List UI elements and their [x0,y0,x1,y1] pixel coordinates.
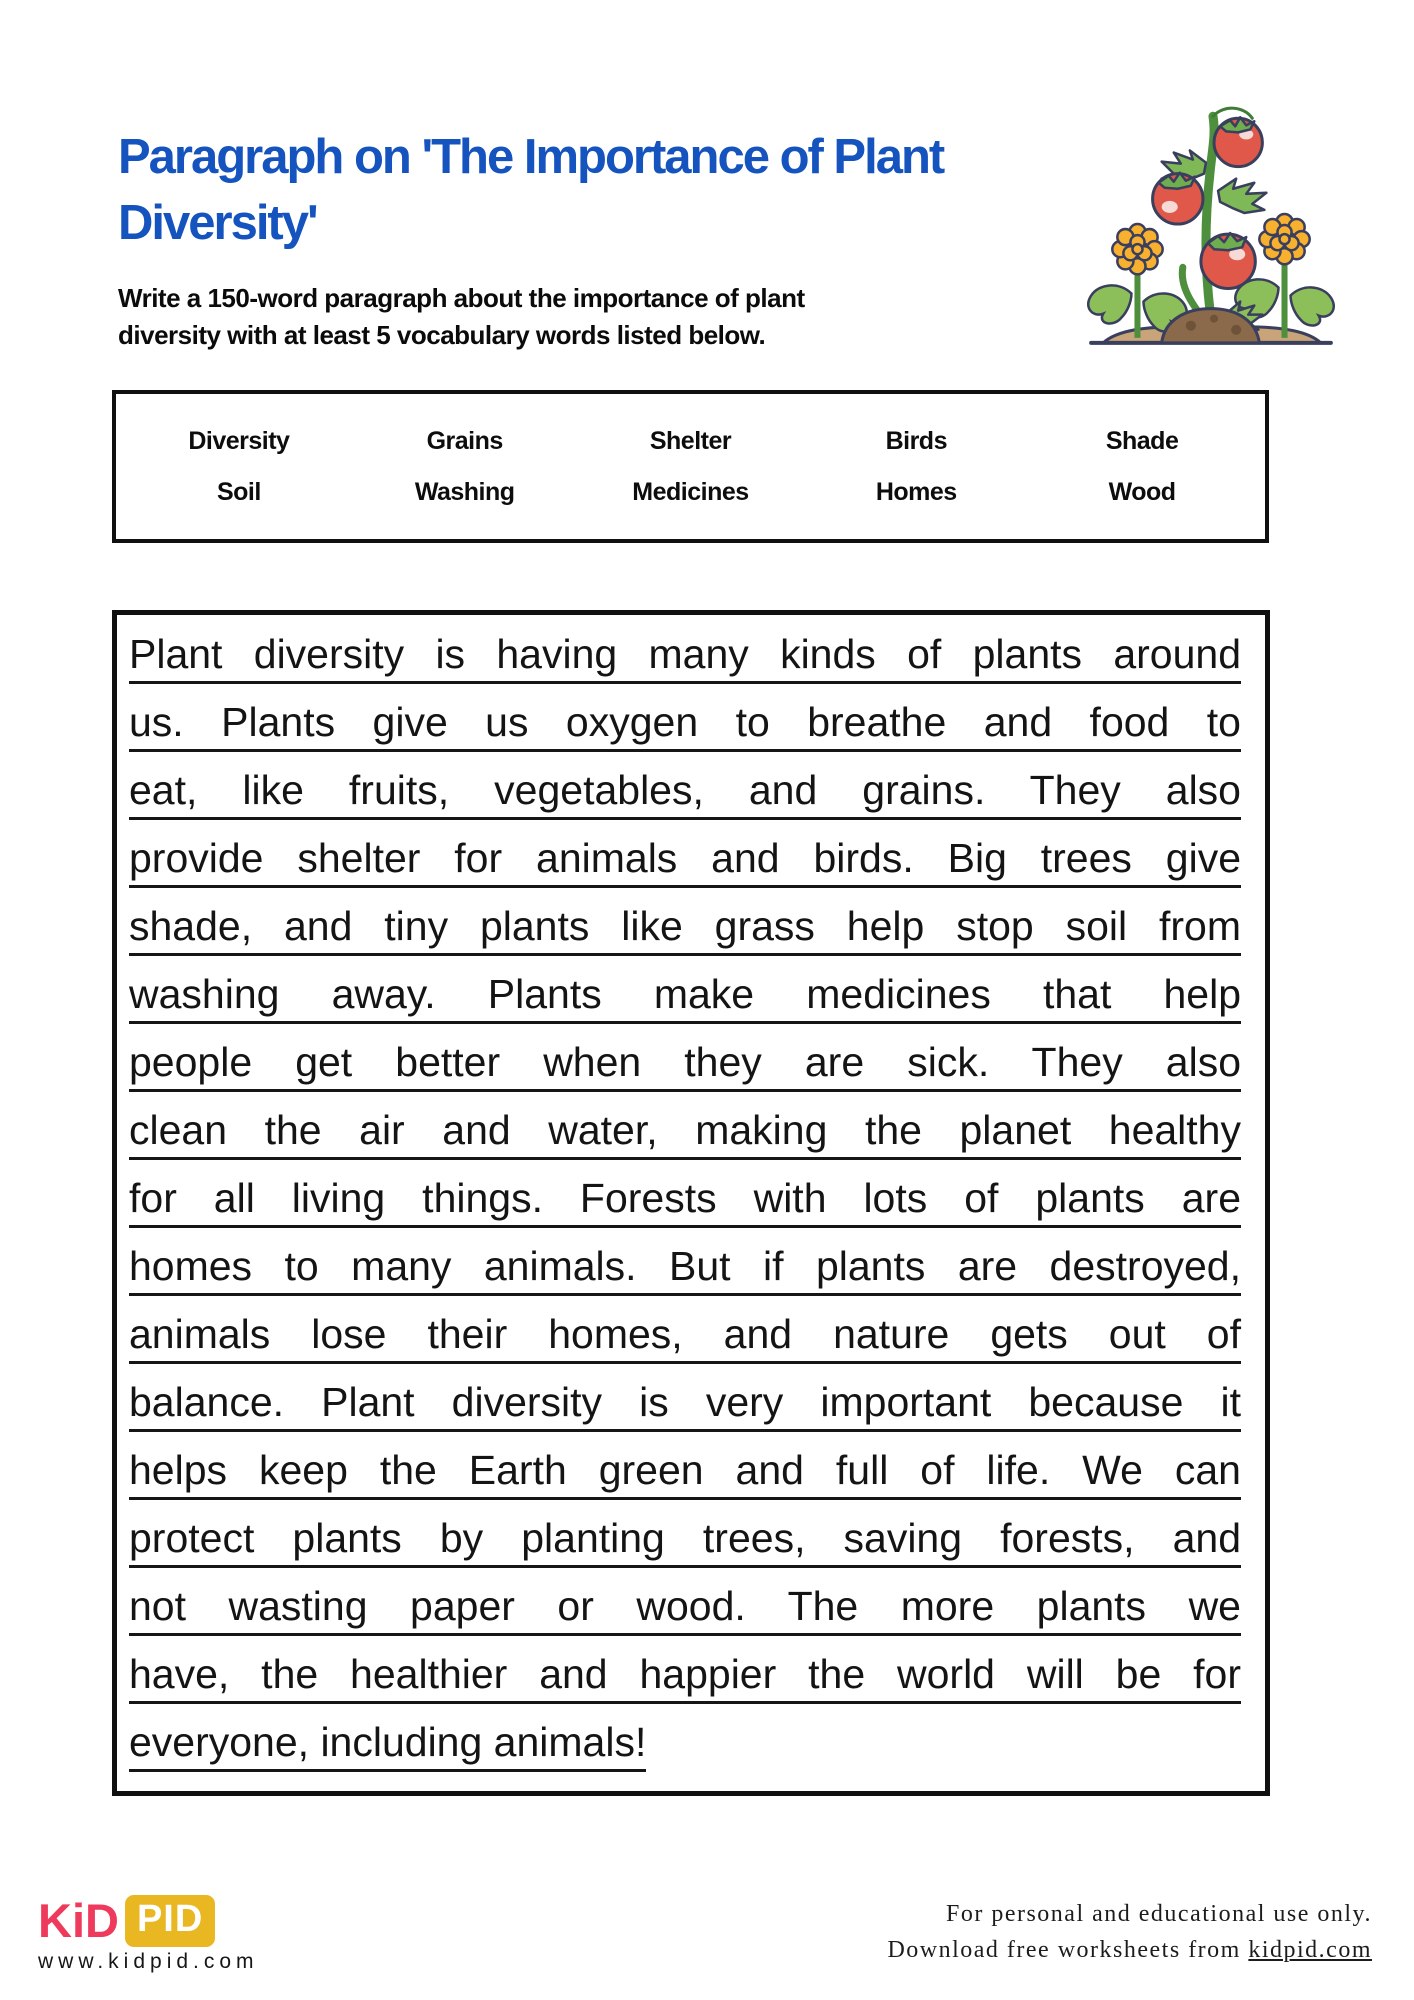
instructions-line-1: Write a 150-word paragraph about the importance of plant [118,283,805,313]
paragraph-line: provide shelter for animals and birds. Big trees give [129,835,1241,888]
vocab-word: Homes [875,477,957,506]
instructions-line-2: diversity with at least 5 vocabulary words listed below. [118,320,766,350]
page-title [118,124,943,256]
vocab-word: Diversity [188,426,290,455]
vocab-word: Grains [426,426,503,455]
paragraph-line: for all living things. Forests with lots of plants are [129,1175,1241,1228]
instructions-text [118,280,805,354]
kidpid-link[interactable]: kidpid.com [1248,1937,1372,1963]
paragraph-line: helps keep the Earth green and full of life. We can [129,1447,1241,1500]
kidpid-logo-kid: KiD [38,1894,119,1947]
paragraph-line [129,1719,1241,1769]
tomato-icon [1201,233,1255,288]
paragraph-line: balance. Plant diversity is very important because it [129,1379,1241,1432]
paragraph-line: people get better when they are sick. They also [129,1039,1241,1092]
vocab-word: Soil [216,477,261,506]
usage-line-1: For personal and educational use only. [945,1901,1372,1927]
usage-line-2: Download free worksheets from kidpid.com [887,1937,1372,1963]
vocab-word: Birds [885,426,947,455]
paragraph-line: shade, and tiny plants like grass help stop soil from [129,903,1241,956]
paragraph-answer-box [112,610,1270,1796]
paragraph-line: animals lose their homes, and nature gets out of [129,1311,1241,1364]
website-url: www.kidpid.com [38,1950,259,1973]
vocab-word: Washing [414,477,515,506]
paragraph-line: us. Plants give us oxygen to breathe and food to [129,699,1241,752]
paragraph-line: Plant diversity is having many kinds of plants around [129,631,1241,684]
page-title-line-1: Paragraph on 'The Importance of Plant [118,130,944,184]
paragraph-line: eat, like fruits, vegetables, and grains. They also [129,767,1241,820]
paragraph-line: have, the healthier and happier the world will be for [129,1651,1241,1704]
paragraph-line: washing away. Plants make medicines that help [129,971,1241,1024]
vocab-word: Medicines [632,477,749,506]
kidpid-logo-pid: PID [125,1895,215,1947]
plant-illustration [1082,80,1340,362]
paragraph-line: protect plants by planting trees, saving forests, and [129,1515,1241,1568]
paragraph-line-text: everyone, including animals! [129,1719,646,1772]
paragraph-line: not wasting paper or wood. The more plants we [129,1583,1241,1636]
vocabulary-box [112,390,1269,543]
vocab-word: Shelter [649,426,732,455]
paragraph-line: homes to many animals. But if plants are destroyed, [129,1243,1241,1296]
tomato-icon [1214,117,1262,166]
vocab-word: Wood [1108,477,1176,506]
tomato-icon [1153,173,1203,224]
kidpid-logo [38,1893,215,1948]
usage-notice [887,1896,1372,1968]
paragraph-line: clean the air and water, making the planet healthy [129,1107,1241,1160]
vocab-word: Shade [1105,426,1179,455]
page-title-line-2: Diversity' [118,196,317,250]
